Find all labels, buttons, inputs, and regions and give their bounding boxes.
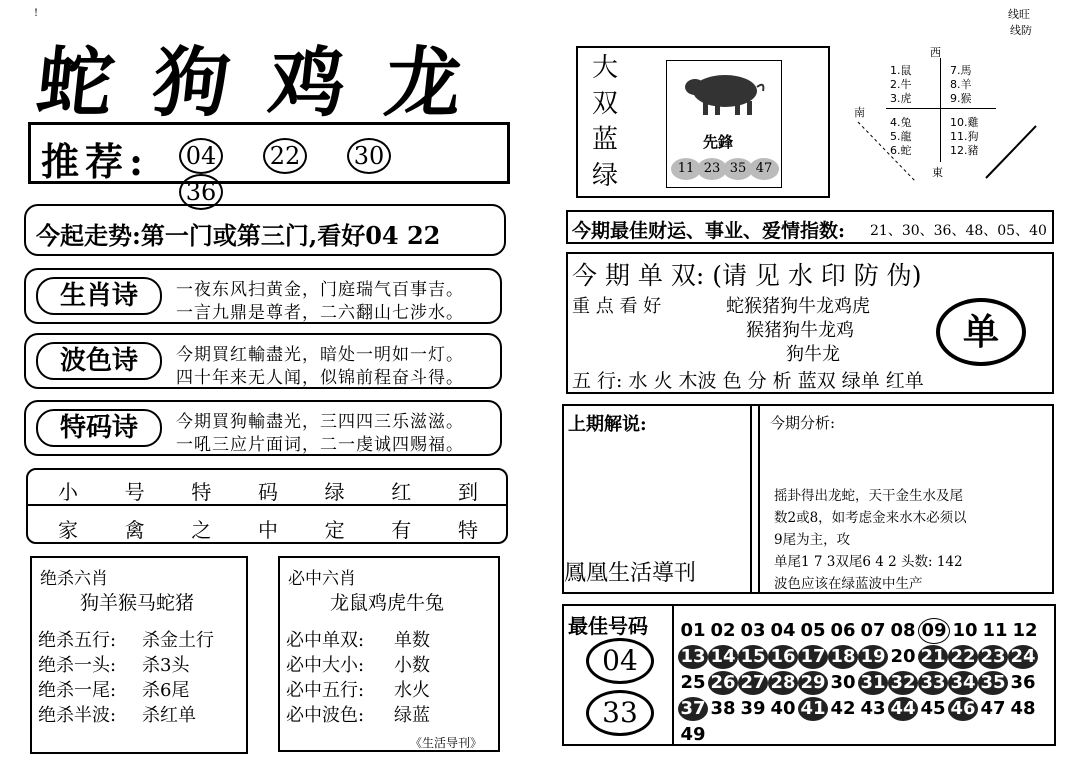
must-item-value: 绿蓝 xyxy=(394,705,430,726)
number-cell: 11 xyxy=(982,620,1008,641)
pioneer-char: 双 xyxy=(592,89,619,119)
number-cell: 05 xyxy=(800,620,826,641)
analysis-line: 单尾1 7 3双尾6 4 2 头数: 142 xyxy=(774,554,963,570)
riddle-row xyxy=(58,514,478,543)
analysis-box xyxy=(562,404,1054,594)
poem-line: 一吼三应片面词，二一虔诚四赐福。 xyxy=(176,435,464,455)
number-cell: 32 xyxy=(888,671,918,695)
poem-box-special xyxy=(24,400,502,456)
brand-label: 鳳凰生活導刊 xyxy=(564,561,697,586)
pioneer-char: 蓝 xyxy=(592,125,619,155)
riddle-char: 之 xyxy=(191,518,212,542)
pioneer-label: 先鋒 xyxy=(703,133,734,151)
number-cell: 10 xyxy=(952,620,978,641)
kill-item-value: 杀红单 xyxy=(142,705,196,726)
must-item-value: 小数 xyxy=(394,655,430,676)
poem-tag: 特码诗 xyxy=(36,409,162,447)
last-period-label: 上期解说: xyxy=(568,414,647,435)
corner-mark: ! xyxy=(34,8,39,19)
pioneer-vertical xyxy=(592,50,622,194)
column-divider xyxy=(758,406,760,592)
number-cell: 47 xyxy=(980,698,1006,719)
oddeven-focus-3: 狗牛龙 xyxy=(786,344,840,365)
riddle-char: 号 xyxy=(124,480,145,504)
number-cell: 16 xyxy=(768,645,798,669)
number-cell: 19 xyxy=(858,645,888,669)
pioneer-box xyxy=(576,46,830,198)
must-zodiacs: 龙鼠鸡虎牛兔 xyxy=(330,592,445,614)
zodiac-item: 6.蛇 xyxy=(890,144,912,157)
analysis-line: 9尾为主，攻 xyxy=(774,532,851,548)
compass-south: 南 xyxy=(854,106,865,119)
number-cell: 42 xyxy=(830,698,856,719)
riddle-char: 家 xyxy=(58,518,78,542)
number-cell: 34 xyxy=(948,671,978,695)
riddle-row xyxy=(58,476,478,505)
number-cell: 18 xyxy=(828,645,858,669)
number-cell: 13 xyxy=(678,645,708,669)
pioneer-number: 11 xyxy=(671,158,701,180)
poem-line: 一言九鼎是尊者，二六翻山七涉水。 xyxy=(176,303,464,323)
recommend-numbers xyxy=(179,138,507,210)
recommend-label: 推荐: xyxy=(41,139,150,184)
zodiac-item: 9.猴 xyxy=(950,92,972,105)
index-box xyxy=(566,210,1054,244)
must-item-label: 必中大小: xyxy=(286,655,365,676)
number-cell: 23 xyxy=(978,645,1008,669)
riddle-char: 有 xyxy=(391,518,412,542)
pioneer-number: 35 xyxy=(723,158,753,180)
recommend-number: 22 xyxy=(263,138,307,174)
must-item-label: 必中单双: xyxy=(286,630,365,651)
recommend-number: 30 xyxy=(347,138,391,174)
poem-box-zodiac xyxy=(24,268,502,324)
oddeven-title: 今 期 单 双: (请 见 水 印 防 伪) xyxy=(572,261,922,290)
zodiac-item: 3.虎 xyxy=(890,92,912,105)
number-cell: 46 xyxy=(948,697,978,721)
trend-text: 今起走势:第一门或第三门,看好04 22 xyxy=(36,221,441,250)
number-cell: 08 xyxy=(890,620,916,641)
number-cell: 02 xyxy=(710,620,736,641)
number-cell: 17 xyxy=(798,645,828,669)
riddle-char: 定 xyxy=(324,518,345,542)
must-item-value: 单数 xyxy=(394,630,430,651)
best-pick: 33 xyxy=(586,690,654,736)
kill-box xyxy=(30,556,248,754)
zodiac-item: 2.牛 xyxy=(890,78,912,91)
compass-diagonals xyxy=(846,42,1046,192)
recommend-number: 36 xyxy=(179,174,223,210)
trend-box xyxy=(24,204,506,256)
must-title: 必中六肖 xyxy=(288,569,356,589)
oddeven-badge: 单 xyxy=(936,298,1026,366)
number-cell: 41 xyxy=(798,697,828,721)
best-box xyxy=(562,604,1056,746)
poem-tag: 波色诗 xyxy=(36,342,162,380)
kill-item-label: 绝杀一尾: xyxy=(38,680,117,701)
pioneer-number: 47 xyxy=(749,158,779,180)
zodiac-item: 4.兔 xyxy=(890,116,912,129)
pioneer-number: 23 xyxy=(697,158,727,180)
poem-line: 一夜东风扫黄金，门庭瑞气百事吉。 xyxy=(176,280,464,300)
number-cell: 33 xyxy=(918,671,948,695)
number-cell: 14 xyxy=(708,645,738,669)
riddle-char: 红 xyxy=(391,480,412,504)
best-pick: 04 xyxy=(586,638,654,684)
number-cell: 25 xyxy=(680,672,706,693)
number-cell: 45 xyxy=(920,698,946,719)
number-grid xyxy=(678,618,1050,742)
riddle-char: 码 xyxy=(257,480,278,504)
best-label: 最佳号码 xyxy=(568,614,648,638)
number-cell: 40 xyxy=(770,698,796,719)
kill-item-value: 杀3头 xyxy=(142,655,190,676)
zodiac-item: 8.羊 xyxy=(950,78,972,91)
number-cell: 24 xyxy=(1008,645,1038,669)
compass-east: 東 xyxy=(932,166,943,179)
number-cell: 44 xyxy=(888,697,918,721)
number-cell: 21 xyxy=(918,645,948,669)
page-title: 蛇狗鸡龙 xyxy=(32,38,507,127)
oddeven-focus-label: 重 点 看 好 xyxy=(572,296,662,317)
kill-item-label: 绝杀半波: xyxy=(38,705,117,726)
riddle-char: 禽 xyxy=(124,518,145,542)
recommend-box xyxy=(28,122,510,206)
recommend-number: 04 xyxy=(179,138,223,174)
number-cell: 22 xyxy=(948,645,978,669)
riddle-char: 绿 xyxy=(324,480,345,504)
kill-title: 绝杀六肖 xyxy=(40,569,108,589)
number-cell: 26 xyxy=(708,671,738,695)
zodiac-item: 10.雞 xyxy=(950,116,979,129)
number-cell: 04 xyxy=(770,620,796,641)
poem-tag: 生肖诗 xyxy=(36,277,162,315)
number-cell: 07 xyxy=(860,620,886,641)
number-cell: 27 xyxy=(738,671,768,695)
poem-box-color xyxy=(24,333,502,389)
source-label: 《生活导刊》 xyxy=(410,736,483,750)
zodiac-item: 7.馬 xyxy=(950,64,972,77)
number-cell: 43 xyxy=(860,698,886,719)
analysis-line: 数2或8，如考虑金来水木必须以 xyxy=(774,510,967,526)
kill-item-value: 杀金土行 xyxy=(142,630,214,651)
number-cell: 01 xyxy=(680,620,706,641)
number-cell: 48 xyxy=(1010,698,1036,719)
poem-line: 今期買红輸盡光，暗处一明如一灯。 xyxy=(176,345,464,365)
number-cell: 12 xyxy=(1012,620,1038,641)
zodiac-item: 5.龍 xyxy=(890,130,912,143)
poem-line: 今期買狗輸盡光，三四四三乐滋滋。 xyxy=(176,412,464,432)
right-note-2: 线防 xyxy=(1010,24,1032,37)
poem-line: 四十年来无人闻，似锦前程奋斗得。 xyxy=(176,368,464,388)
number-cell: 09 xyxy=(918,618,950,644)
kill-item-label: 绝杀一头: xyxy=(38,655,117,676)
zodiac-item: 11.狗 xyxy=(950,130,979,143)
must-item-value: 水火 xyxy=(394,680,430,701)
pioneer-char: 大 xyxy=(592,53,619,83)
kill-item-label: 绝杀五行: xyxy=(38,630,117,651)
oddeven-wuxing: 五 行: 水 火 木波 色 分 析 蓝双 绿单 红单 xyxy=(572,370,924,392)
compass-west: 西 xyxy=(930,46,941,59)
oddeven-focus-1: 蛇猴猪狗牛龙鸡虎 xyxy=(726,296,870,317)
index-label: 今期最佳财运、事业、爱情指数: xyxy=(572,220,846,242)
pig-icon xyxy=(681,67,767,117)
must-box xyxy=(278,556,500,752)
riddle-box xyxy=(26,468,508,544)
number-cell: 20 xyxy=(890,646,916,667)
number-cell: 49 xyxy=(680,724,706,742)
pioneer-char: 绿 xyxy=(592,161,619,191)
compass xyxy=(846,42,1046,192)
zodiac-item: 1.鼠 xyxy=(890,64,912,77)
must-item-label: 必中波色: xyxy=(286,705,365,726)
kill-item-value: 杀6尾 xyxy=(142,680,190,701)
best-divider xyxy=(672,606,674,744)
number-cell: 31 xyxy=(858,671,888,695)
analysis-line: 波色应该在绿蓝波中生产 xyxy=(774,576,923,592)
pioneer-numbers xyxy=(671,157,779,180)
riddle-char: 特 xyxy=(191,480,212,504)
number-cell: 03 xyxy=(740,620,766,641)
number-cell: 35 xyxy=(978,671,1008,695)
kill-zodiacs: 狗羊猴马蛇猪 xyxy=(80,592,195,614)
riddle-char: 小 xyxy=(58,480,78,504)
pioneer-inner xyxy=(666,60,782,188)
oddeven-focus-2: 猴猪狗牛龙鸡 xyxy=(746,320,854,341)
zodiac-item: 12.豬 xyxy=(950,144,979,157)
number-cell: 39 xyxy=(740,698,766,719)
index-values: 21、30、36、48、05、40 xyxy=(870,223,1047,239)
this-period-label: 今期分析: xyxy=(770,414,836,432)
riddle-char: 特 xyxy=(457,518,478,542)
must-item-label: 必中五行: xyxy=(286,680,365,701)
riddle-char: 中 xyxy=(257,518,278,542)
oddeven-box xyxy=(566,252,1054,394)
right-note-1: 线旺 xyxy=(1008,8,1030,21)
analysis-line: 摇卦得出龙蛇，天干金生水及尾 xyxy=(774,488,963,504)
riddle-divider xyxy=(28,504,506,506)
number-cell: 29 xyxy=(798,671,828,695)
number-cell: 36 xyxy=(1010,672,1036,693)
number-cell: 38 xyxy=(710,698,736,719)
number-cell: 06 xyxy=(830,620,856,641)
number-cell: 15 xyxy=(738,645,768,669)
riddle-char: 到 xyxy=(457,480,478,504)
number-cell: 37 xyxy=(678,697,708,721)
number-cell: 30 xyxy=(830,672,856,693)
number-cell: 28 xyxy=(768,671,798,695)
column-divider xyxy=(750,406,752,592)
